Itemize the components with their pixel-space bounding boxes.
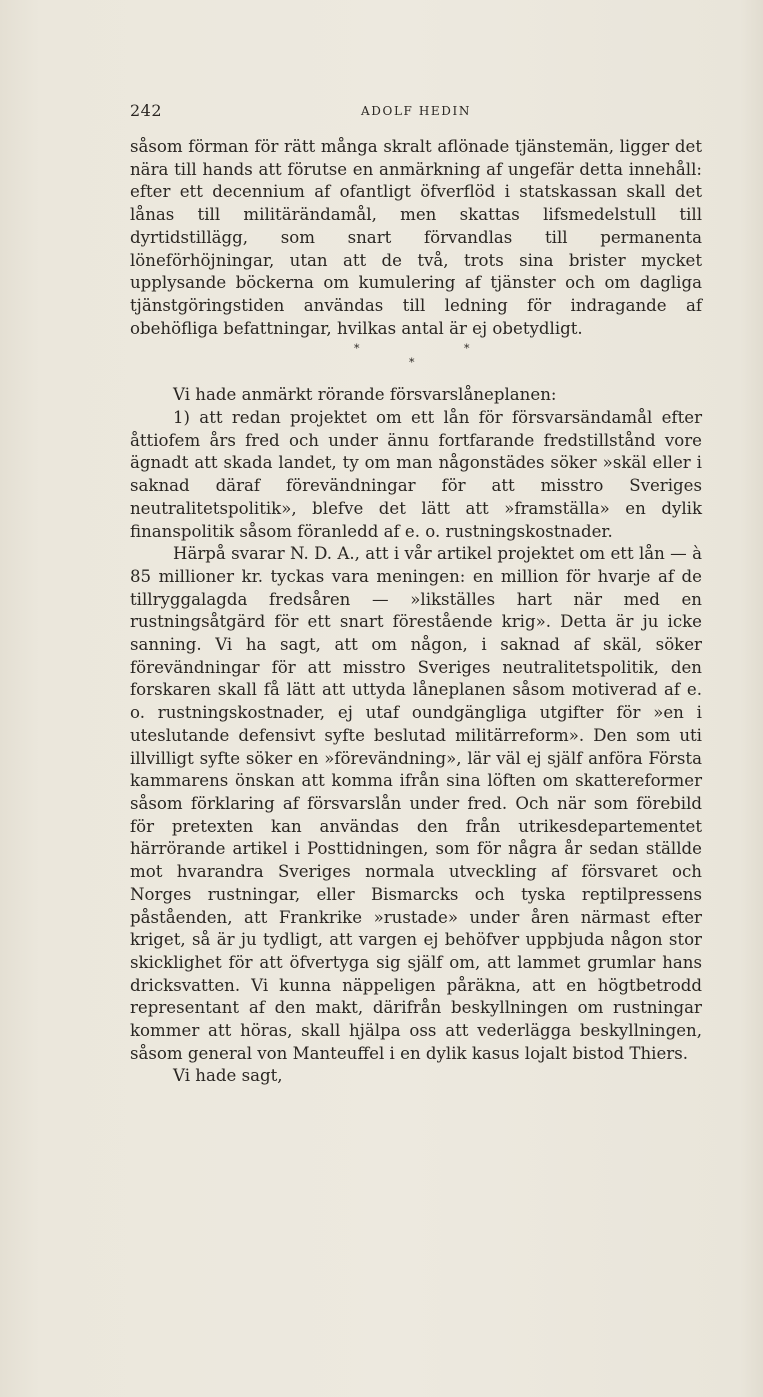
running-head: ADOLF HEDIN <box>361 104 471 118</box>
page-header <box>130 101 702 119</box>
paragraph-intro: Vi hade anmärkt rörande försvarslåneplanen: <box>173 385 557 405</box>
paragraph-response: Härpå svarar N. D. A., att i vår artikel projektet om ett lån — à 85 millioner kr. tyckas vara meningen: en million för hvarje af de tillryggalagda fredsåren — »likställes hart när med en rustningsåtgärd för ett snart förestående krig». Detta är ju icke sanning. Vi ha sagt, att om någon, i saknad af skäl, söker förevändningar för att misstro Sveriges neutralitetspolitik, den forskaren skall få lätt att uttyda låneplanen såsom motiverad af e. o. rustningskostnader, ej utaf oundgängliga utgifter för »en i uteslutande defensivt syfte beslutad militärreform». Den som uti illvilligt syfte söker en »förevändning», lär väl ej själf anföra Första kammarens önskan att komma ifrån sina löften om skattereformer såsom förklaring af försvarslån under fred. Och när som förebild för pretexten kan användas den från utrikesdepartementet härrörande artikel i Posttidningen, som för några år sedan ställde mot hvarandra Sveriges normala utveckling af försvaret och Norges rustningar, eller Bismarcks och tyska reptilpressens påståenden, att Frankrike »rustade» under åren närmast efter kriget, så är ju tydligt, att vargen ej behöfver uppbjuda någon stor skicklighet för att öfvertyga sig själf om, att lammet grumlar hans dricksvatten. Vi kunna näppeligen påräkna, att en högtbetrodd representant af den makt, därifrån beskyllningen om rustningar kommer att höras, skall hjälpa oss att vederlägga beskyllningen, såsom general von Manteuffel i en dylik kasus lojalt bistod Thiers. <box>130 544 702 1063</box>
paragraph-continuation: såsom förman för rätt många skralt aflönade tjänstemän, ligger det nära till hands att förutse en anmärkning af ungefär detta innehåll: efter ett decennium af ofantligt öfverflöd i statskassan skall det lånas till militärändamål, men skattas lifsmedelstull till dyrtidstillägg, som snart förvandlas till permanenta löneförhöjningar, utan att de två, trots sina brister mycket upplysande böckerna om kumulering af tjänster och om dagliga tjänstgöringstiden användas till ledning för indragande af obehöfliga befattningar, hvilkas antal är ej obetydligt. <box>130 137 702 338</box>
separator-asterisk-right: * <box>464 342 470 356</box>
paragraph-point-one: 1) att redan projektet om ett lån för försvarsändamål efter åttiofem års fred och under ännu fortfarande fredstillstånd vore ägnadt att skada landet, ty om man någonstädes söker »skäl eller i saknad däraf förevändningar för att misstro Sveriges neutralitetspolitik», blefve det lätt att »framställa» en dylik finanspolitik såsom föranledd af e. o. rustningskostnader. <box>130 408 702 541</box>
separator-asterisk-bottom: * <box>409 356 415 370</box>
section-separator <box>130 340 702 384</box>
body-text <box>130 136 702 1088</box>
paragraph-closing: Vi hade sagt, <box>173 1066 283 1086</box>
page-number: 242 <box>130 101 163 120</box>
separator-asterisk-left: * <box>354 342 360 356</box>
